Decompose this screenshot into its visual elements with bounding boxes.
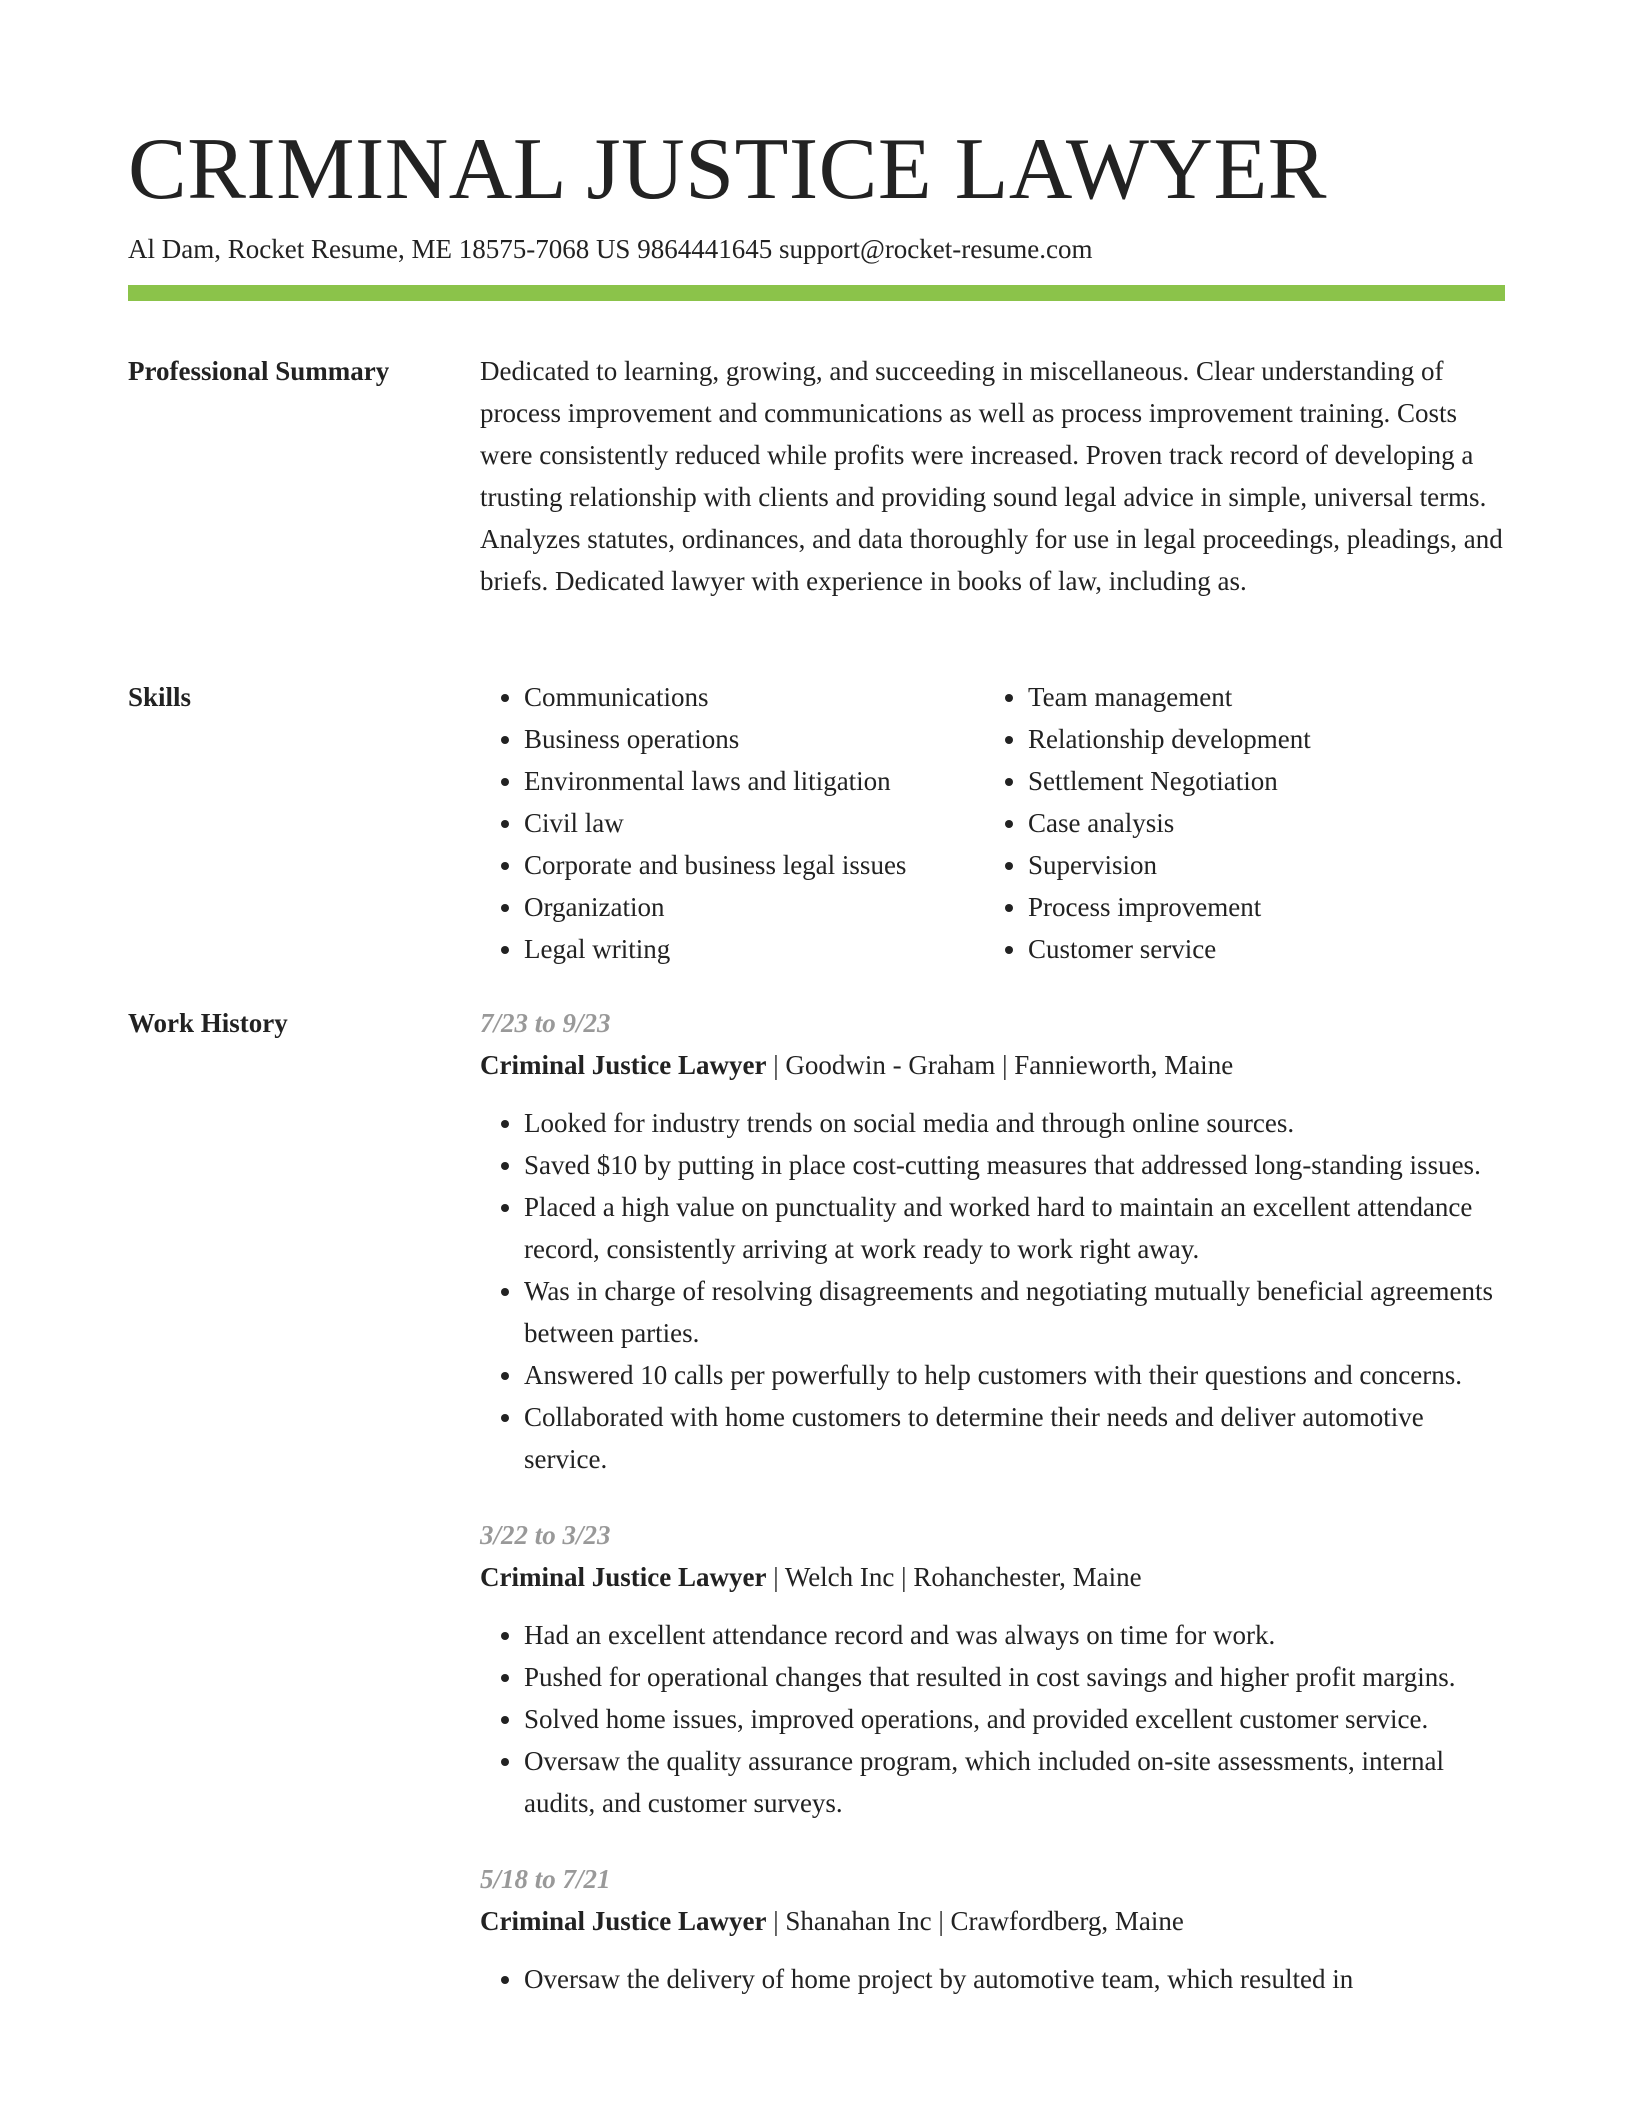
skill-item: • Organization <box>524 886 984 928</box>
separator: | <box>894 1562 914 1592</box>
job-bullet: • Oversaw the quality assurance program, which included on-site assessments, internal audits, and customer surveys. <box>524 1740 1505 1824</box>
job-bullets <box>480 1614 1505 1824</box>
job-bullet: • Placed a high value on punctuality and worked hard to maintain an excellent attendance record, consistently arriving at work ready to work right away. <box>524 1186 1505 1270</box>
contact-line: Al Dam, Rocket Resume, ME 18575-7068 US 9864441645 support@rocket-resume.com <box>128 234 1093 264</box>
skill-item: • Team management <box>1028 676 1505 718</box>
summary-text: Dedicated to learning, growing, and succeeding in miscellaneous. Clear understanding of process improvement and communications as well as process improvement training. Costs were consistently reduced while profits were increased. Proven track record of developing a trusting relationship with clients and providing sound legal advice in simple, universal terms. Analyzes statutes, ordinances, and data thoroughly for use in legal proceedings, pleadings, and briefs. Dedicated lawyer with experience in books of law, including as. <box>480 356 1503 596</box>
skill-item: • Legal writing <box>524 928 984 970</box>
skills-list-right <box>984 676 1505 970</box>
job-bullets <box>480 1102 1505 1480</box>
job-company: Welch Inc <box>784 1562 895 1592</box>
skill-item: • Corporate and business legal issues <box>524 844 984 886</box>
job-bullets <box>480 1958 1505 2000</box>
job-heading <box>480 1556 1505 1598</box>
job-bullet: • Answered 10 calls per powerfully to help customers with their questions and concerns. <box>524 1354 1505 1396</box>
job-entry <box>480 1858 1505 2000</box>
separator: | <box>995 1050 1015 1080</box>
job-title: Criminal Justice Lawyer <box>480 1050 767 1080</box>
job-location: Rohanchester, Maine <box>913 1562 1142 1592</box>
job-dates: 7/23 to 9/23 <box>480 1008 611 1038</box>
skill-item: • Civil law <box>524 802 984 844</box>
resume-title: CRIMINAL JUSTICE LAWYER <box>128 121 1327 218</box>
skills-list-left <box>480 676 984 970</box>
job-bullet: • Saved $10 by putting in place cost-cutting measures that addressed long-standing issues. <box>524 1144 1505 1186</box>
separator: | <box>766 1906 786 1936</box>
job-bullet: • Pushed for operational changes that resulted in cost savings and higher profit margins. <box>524 1656 1505 1698</box>
job-dates: 3/22 to 3/23 <box>480 1520 611 1550</box>
skill-item: • Environmental laws and litigation <box>524 760 984 802</box>
job-title: Criminal Justice Lawyer <box>480 1562 767 1592</box>
job-location: Crawfordberg, Maine <box>950 1906 1184 1936</box>
skills-columns <box>480 676 1505 970</box>
skill-item: • Supervision <box>1028 844 1505 886</box>
skill-item: • Settlement Negotiation <box>1028 760 1505 802</box>
skill-item: • Relationship development <box>1028 718 1505 760</box>
separator: | <box>766 1562 785 1592</box>
skill-item: • Communications <box>524 676 984 718</box>
separator: | <box>766 1050 786 1080</box>
job-bullet: • Collaborated with home customers to determine their needs and deliver automotive service. <box>524 1396 1505 1480</box>
skill-item: • Case analysis <box>1028 802 1505 844</box>
separator: | <box>931 1906 951 1936</box>
section-title: Professional Summary <box>128 356 390 386</box>
job-bullet: • Had an excellent attendance record and was always on time for work. <box>524 1614 1505 1656</box>
section-title: Skills <box>128 682 192 712</box>
job-title: Criminal Justice Lawyer <box>480 1906 767 1936</box>
accent-divider <box>128 285 1505 301</box>
skill-item: • Customer service <box>1028 928 1505 970</box>
job-entry <box>480 1514 1505 1824</box>
job-bullet: • Was in charge of resolving disagreements and negotiating mutually beneficial agreements between parties. <box>524 1270 1505 1354</box>
job-bullet: • Solved home issues, improved operations, and provided excellent customer service. <box>524 1698 1505 1740</box>
job-company: Shanahan Inc <box>785 1906 932 1936</box>
job-heading <box>480 1900 1505 1942</box>
job-dates: 5/18 to 7/21 <box>480 1864 611 1894</box>
job-bullet: • Oversaw the delivery of home project by automotive team, which resulted in <box>524 1958 1505 2000</box>
skill-item: • Business operations <box>524 718 984 760</box>
job-company: Goodwin - Graham <box>785 1050 996 1080</box>
skill-item: • Process improvement <box>1028 886 1505 928</box>
job-entry <box>480 1002 1505 1480</box>
job-heading <box>480 1044 1505 1086</box>
work-history-entries <box>480 1002 1505 2034</box>
job-location: Fannieworth, Maine <box>1014 1050 1234 1080</box>
section-title: Work History <box>128 1008 288 1038</box>
job-bullet: • Looked for industry trends on social media and through online sources. <box>524 1102 1505 1144</box>
